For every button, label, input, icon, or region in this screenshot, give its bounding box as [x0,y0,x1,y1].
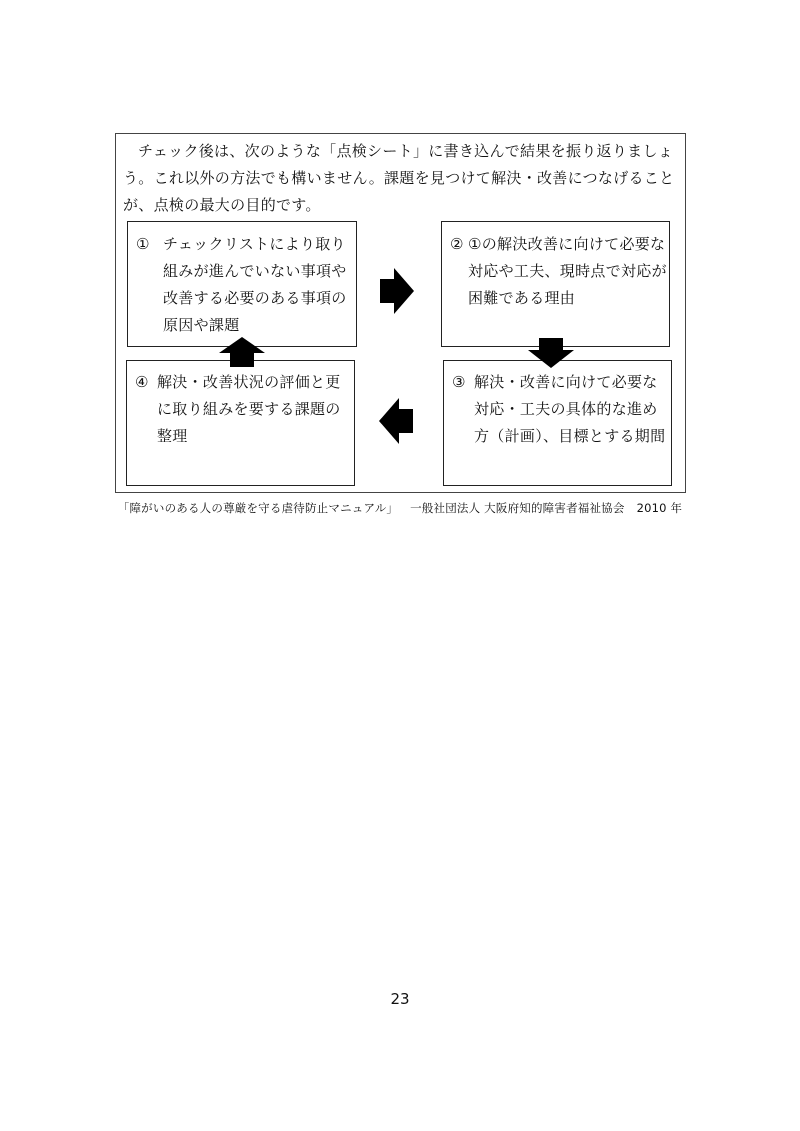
intro-paragraph [123,138,679,219]
step-1-box [127,221,357,347]
step-4-box [126,360,355,486]
caption-year: 2010 年 [636,501,683,515]
page-number: 23 [390,990,410,1008]
step-4-text: 解決・改善状況の評価と更に取り組みを要する課題の整理 [157,373,341,445]
caption-title: 「障がいのある人の尊厳を守る虐待防止マニュアル」 [117,501,399,515]
step-1-number: ① [136,235,150,253]
step-1-text: チェックリストにより取り組みが進んでいない事項や改善する必要のある事項の原因や課題 [163,235,347,334]
intro-text: チェック後は、次のような「点検シート」に書き込んで結果を振り返りましょう。これ以外の方法でも構いません。課題を見つけて解決・改善につなげることが、点検の最大の目的です。 [123,142,675,214]
arrow-right-icon [380,268,414,314]
step-2-text: ①の解決改善に向けて必要な対応や工夫、現時点で対応が困難である理由 [468,235,667,307]
step-2-box [441,221,670,347]
step-3-box [443,360,672,486]
caption-org: 一般社団法人 大阪府知的障害者福祉協会 [410,501,625,515]
step-3-text: 解決・改善に向けて必要な対応・工夫の具体的な進め方（計画）、目標とする期間 [474,373,666,445]
step-4-number: ④ [135,373,149,391]
source-caption [0,500,800,516]
arrow-up-icon [219,337,265,367]
step-2-number: ② [450,235,464,253]
arrow-down-icon [528,338,574,368]
step-3-number: ③ [452,373,466,391]
arrow-left-icon [379,398,413,444]
